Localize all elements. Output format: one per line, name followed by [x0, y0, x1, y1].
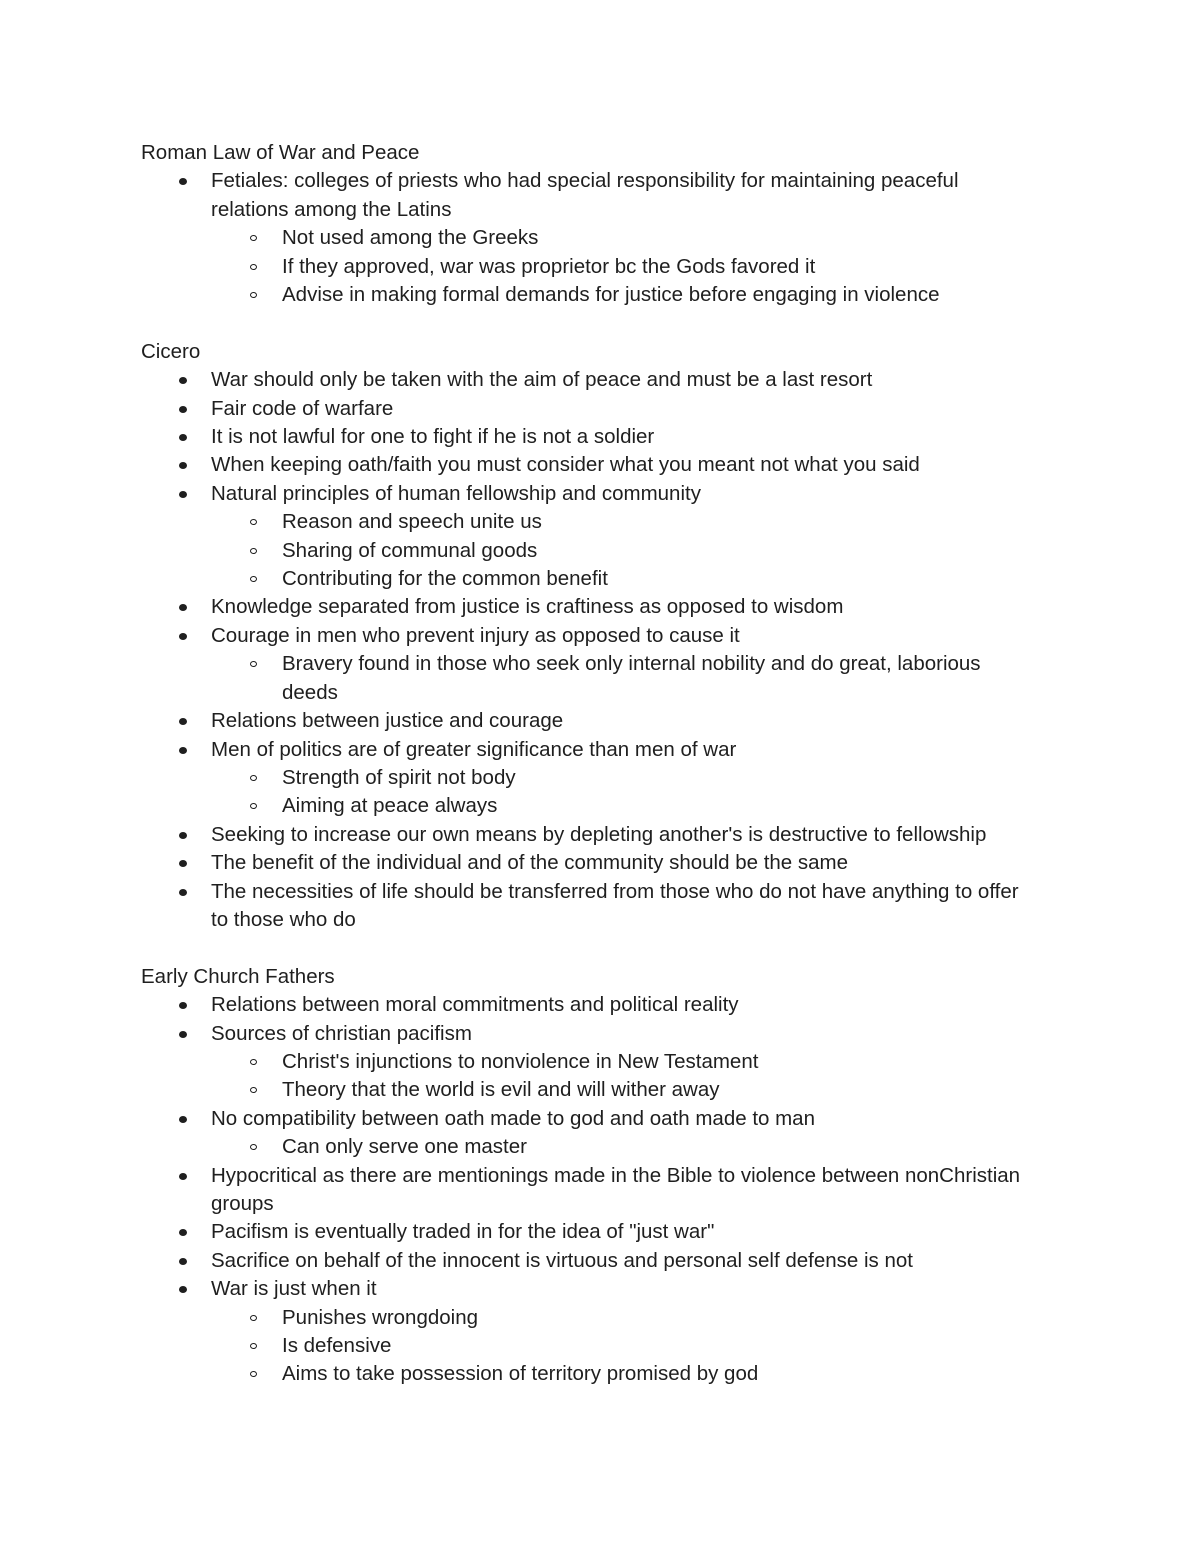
list-item	[141, 736, 1200, 821]
section	[141, 338, 1200, 935]
bullet-disc-icon	[179, 832, 187, 839]
bullet-disc-icon	[179, 747, 187, 754]
sub-list-item	[141, 508, 1200, 536]
sub-list-item	[141, 537, 1200, 565]
list-item-row	[141, 707, 1041, 735]
sub-bullet-list	[141, 1133, 1200, 1161]
list-item-row	[141, 1105, 1041, 1133]
sub-list-item	[141, 650, 1200, 707]
list-item-row	[141, 991, 1041, 1019]
list-item	[141, 849, 1200, 877]
list-item-text: Fetiales: colleges of priests who had special responsibility for maintaining peaceful relations among the Latins	[211, 169, 959, 221]
sub-list-item	[141, 1304, 1200, 1332]
bullet-disc-icon	[179, 1258, 187, 1265]
sub-list-item-row	[141, 792, 1042, 820]
sub-list-item	[141, 1332, 1200, 1360]
sub-list-item-row	[141, 537, 1042, 565]
list-item-text: Seeking to increase our own means by depleting another's is destructive to fellowship	[211, 822, 987, 846]
sub-list-item-text: Aiming at peace always	[282, 794, 498, 818]
list-item	[141, 707, 1200, 735]
list-item-row	[141, 593, 1041, 621]
list-item-row	[141, 1275, 1041, 1303]
list-item-row	[141, 622, 1041, 650]
bullet-circle-icon	[250, 548, 257, 554]
list-item-text: Fair code of warfare	[211, 396, 394, 420]
list-item-text: Courage in men who prevent injury as opposed to cause it	[211, 623, 740, 647]
sub-list-item-row	[141, 224, 1042, 252]
list-item-text: Knowledge separated from justice is craftiness as opposed to wisdom	[211, 595, 844, 619]
list-item-row	[141, 395, 1041, 423]
sub-list-item-text: Contributing for the common benefit	[282, 567, 608, 591]
list-item	[141, 480, 1200, 594]
bullet-circle-icon	[250, 803, 257, 809]
list-item-row	[141, 480, 1041, 508]
list-item-text: Pacifism is eventually traded in for the idea of "just war"	[211, 1220, 715, 1244]
sub-list-item-row	[141, 508, 1042, 536]
sub-bullet-list	[141, 508, 1200, 593]
bullet-disc-icon	[179, 1116, 187, 1123]
sub-list-item	[141, 281, 1200, 309]
sub-list-item	[141, 1360, 1200, 1388]
bullet-circle-icon	[250, 1059, 257, 1065]
list-item	[141, 878, 1200, 935]
list-item-row	[141, 366, 1041, 394]
sub-list-item-row	[141, 1076, 1042, 1104]
list-item-row	[141, 451, 1041, 479]
bullet-circle-icon	[250, 1343, 257, 1349]
bullet-disc-icon	[179, 1031, 187, 1038]
list-item-row	[141, 167, 1041, 224]
sub-bullet-list	[141, 1304, 1200, 1389]
list-item-text: It is not lawful for one to fight if he is not a soldier	[211, 425, 655, 449]
bullet-circle-icon	[250, 775, 257, 781]
list-item-row	[141, 878, 1041, 935]
list-item-text: When keeping oath/faith you must consider what you meant not what you said	[211, 453, 920, 477]
list-item	[141, 593, 1200, 621]
list-item	[141, 1247, 1200, 1275]
bullet-circle-icon	[250, 1371, 257, 1377]
sub-list-item-row	[141, 1133, 1042, 1161]
list-item	[141, 821, 1200, 849]
bullet-circle-icon	[250, 1144, 257, 1150]
sub-list-item-text: Theory that the world is evil and will wither away	[282, 1078, 720, 1102]
section-heading: Early Church Fathers	[141, 964, 335, 988]
list-item	[141, 1162, 1200, 1219]
list-item	[141, 1020, 1200, 1105]
sub-bullet-list	[141, 1048, 1200, 1105]
sub-list-item	[141, 224, 1200, 252]
bullet-circle-icon	[250, 1315, 257, 1321]
list-item	[141, 423, 1200, 451]
bullet-disc-icon	[179, 1002, 187, 1009]
list-item	[141, 1105, 1200, 1162]
list-item-text: Natural principles of human fellowship and community	[211, 481, 701, 505]
sub-list-item-row	[141, 1332, 1042, 1360]
list-item	[141, 622, 1200, 707]
bullet-disc-icon	[179, 860, 187, 867]
sub-list-item	[141, 253, 1200, 281]
list-item-text: Relations between moral commitments and political reality	[211, 993, 739, 1017]
bullet-disc-icon	[179, 889, 187, 896]
list-item	[141, 991, 1200, 1019]
sub-list-item	[141, 1048, 1200, 1076]
list-item-row	[141, 1247, 1041, 1275]
bullet-disc-icon	[179, 1286, 187, 1293]
list-item	[141, 167, 1200, 309]
bullet-list	[141, 167, 1200, 309]
bullet-disc-icon	[179, 633, 187, 640]
section	[141, 139, 1200, 309]
list-item-text: War should only be taken with the aim of peace and must be a last resort	[211, 368, 873, 392]
sub-list-item-text: Reason and speech unite us	[282, 510, 542, 534]
sub-list-item-row	[141, 650, 1042, 707]
bullet-disc-icon	[179, 377, 187, 384]
list-item	[141, 395, 1200, 423]
list-item-text: Sources of christian pacifism	[211, 1021, 472, 1045]
bullet-disc-icon	[179, 178, 187, 185]
list-item-text: Men of politics are of greater significance than men of war	[211, 737, 737, 761]
bullet-circle-icon	[250, 576, 257, 582]
sub-list-item-row	[141, 1304, 1042, 1332]
list-item-text: The necessities of life should be transferred from those who do not have anything to offer to those who do	[211, 879, 1019, 931]
list-item-row	[141, 1162, 1041, 1219]
list-item	[141, 366, 1200, 394]
section-heading: Cicero	[141, 339, 201, 363]
section	[141, 963, 1200, 1389]
list-item	[141, 1275, 1200, 1389]
bullet-disc-icon	[179, 462, 187, 469]
sub-list-item-text: Can only serve one master	[282, 1135, 527, 1159]
sub-bullet-list	[141, 650, 1200, 707]
list-item-text: No compatibility between oath made to god and oath made to man	[211, 1106, 815, 1130]
bullet-circle-icon	[250, 235, 257, 241]
list-item	[141, 1218, 1200, 1246]
sub-list-item-text: Sharing of communal goods	[282, 538, 538, 562]
section-heading: Roman Law of War and Peace	[141, 141, 420, 164]
bullet-disc-icon	[179, 434, 187, 441]
sub-list-item-text: If they approved, war was proprietor bc the Gods favored it	[282, 254, 816, 278]
bullet-circle-icon	[250, 661, 257, 667]
bullet-disc-icon	[179, 1229, 187, 1236]
sub-list-item	[141, 764, 1200, 792]
sub-list-item	[141, 1076, 1200, 1104]
list-item-text: Hypocritical as there are mentionings made in the Bible to violence between nonChristian groups	[211, 1163, 1021, 1215]
sub-bullet-list	[141, 224, 1200, 309]
sub-list-item-text: Strength of spirit not body	[282, 765, 516, 789]
sub-list-item-row	[141, 1048, 1042, 1076]
sub-list-item	[141, 792, 1200, 820]
bullet-circle-icon	[250, 519, 257, 525]
sub-list-item-row	[141, 565, 1042, 593]
bullet-disc-icon	[179, 1173, 187, 1180]
list-item-row	[141, 849, 1041, 877]
list-item-row	[141, 736, 1041, 764]
list-item-row	[141, 423, 1041, 451]
sub-list-item-text: Is defensive	[282, 1334, 392, 1358]
list-item-text: Sacrifice on behalf of the innocent is virtuous and personal self defense is not	[211, 1248, 913, 1272]
sub-list-item-text: Advise in making formal demands for justice before engaging in violence	[282, 283, 940, 307]
bullet-circle-icon	[250, 292, 257, 298]
list-item-text: Relations between justice and courage	[211, 709, 564, 733]
list-item	[141, 451, 1200, 479]
list-item-row	[141, 821, 1041, 849]
list-item-text: War is just when it	[211, 1277, 377, 1301]
list-item-text: The benefit of the individual and of the community should be the same	[211, 851, 849, 875]
sub-list-item	[141, 1133, 1200, 1161]
sub-list-item-text: Not used among the Greeks	[282, 226, 539, 250]
sub-list-item-row	[141, 1360, 1042, 1388]
list-item-row	[141, 1020, 1041, 1048]
sub-list-item-row	[141, 253, 1042, 281]
sub-list-item-text: Aims to take possession of territory promised by god	[282, 1362, 759, 1386]
sub-list-item	[141, 565, 1200, 593]
sub-list-item-text: Christ's injunctions to nonviolence in New Testament	[282, 1049, 759, 1073]
bullet-list	[141, 366, 1200, 934]
bullet-disc-icon	[179, 491, 187, 498]
bullet-circle-icon	[250, 1087, 257, 1093]
bullet-list	[141, 991, 1200, 1389]
sub-list-item-row	[141, 764, 1042, 792]
sub-bullet-list	[141, 764, 1200, 821]
bullet-circle-icon	[250, 264, 257, 270]
sub-list-item-text: Punishes wrongdoing	[282, 1305, 479, 1329]
sub-list-item-row	[141, 281, 1042, 309]
bullet-disc-icon	[179, 406, 187, 413]
list-item-row	[141, 1218, 1041, 1246]
bullet-disc-icon	[179, 718, 187, 725]
sub-list-item-text: Bravery found in those who seek only internal nobility and do great, laborious deeds	[282, 652, 981, 704]
bullet-disc-icon	[179, 604, 187, 611]
